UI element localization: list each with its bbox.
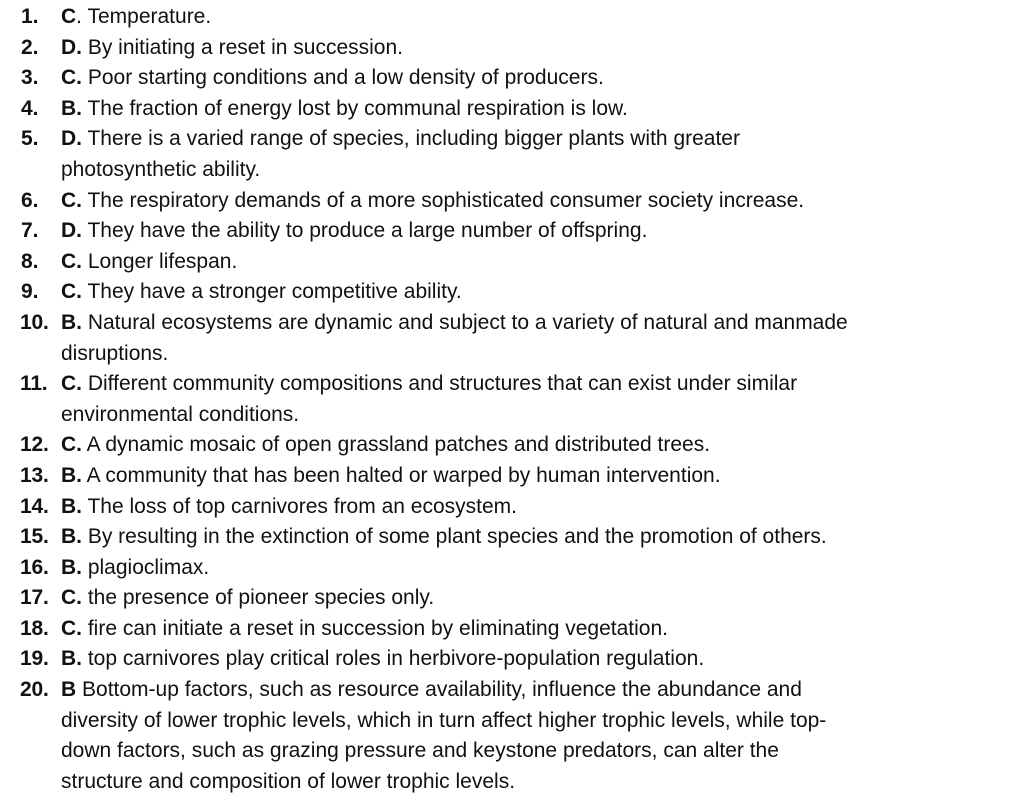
- answer-text-line: [61, 675, 1020, 706]
- answer-number: 4.: [21, 96, 39, 120]
- answer-text-line: [61, 94, 1020, 125]
- answer-text: The respiratory demands of a more sophisticated consumer society increase.: [82, 188, 805, 212]
- answer-letter: C.: [61, 586, 82, 610]
- answer-text: They have the ability to produce a large number of offspring.: [82, 219, 648, 243]
- answer-item: [0, 675, 1020, 797]
- answer-item: [0, 277, 1020, 308]
- answer-letter: D.: [61, 127, 82, 151]
- answer-number: 13.: [20, 463, 49, 487]
- answer-letter: C: [61, 5, 77, 28]
- answer-letter: C.: [61, 372, 82, 396]
- answer-number: 2.: [21, 35, 39, 59]
- answer-item: [0, 124, 1020, 185]
- answer-text: Poor starting conditions and a low density of producers.: [82, 66, 604, 90]
- answer-text: The loss of top carnivores from an ecosystem.: [82, 494, 517, 518]
- answer-letter: C.: [61, 280, 82, 304]
- answer-item: [0, 216, 1020, 247]
- answer-item: [0, 308, 1020, 369]
- answer-text-line: [61, 767, 1020, 798]
- answer-body: [61, 33, 1020, 64]
- answer-text-line: [61, 369, 1020, 400]
- answer-text-line: [61, 277, 1020, 308]
- answer-number: 10.: [20, 310, 49, 334]
- answer-body: [61, 644, 1020, 675]
- answer-text: Different community compositions and structures that can exist under similar: [82, 372, 798, 396]
- answer-body: [61, 522, 1020, 553]
- answer-item: [0, 430, 1020, 461]
- answer-text: down factors, such as grazing pressure and keystone predators, can alter the: [61, 739, 779, 763]
- answer-text-line: [61, 614, 1020, 645]
- answer-letter: C.: [61, 616, 82, 640]
- answer-letter: B.: [61, 463, 82, 487]
- answer-letter: B.: [61, 525, 82, 549]
- answer-body: [61, 430, 1020, 461]
- answer-letter: B: [61, 678, 77, 702]
- answer-number: 9.: [21, 280, 39, 304]
- answer-body: [61, 94, 1020, 125]
- answer-letter: C.: [61, 433, 82, 457]
- answer-text: environmental conditions.: [61, 402, 300, 426]
- answer-item: [0, 461, 1020, 492]
- answer-number: 18.: [20, 616, 49, 640]
- answer-number: 8.: [21, 249, 39, 273]
- answer-number: 5.: [21, 127, 39, 151]
- answer-letter-suffix: .: [76, 5, 83, 28]
- answer-text-line: [61, 522, 1020, 553]
- answer-item: [0, 247, 1020, 278]
- answer-text-line: [61, 400, 1020, 431]
- answer-item: [0, 94, 1020, 125]
- answer-letter: C.: [61, 249, 82, 273]
- answer-item: [0, 614, 1020, 645]
- answer-letter: D.: [61, 35, 82, 59]
- answer-number: 15.: [20, 525, 49, 549]
- answer-text: Natural ecosystems are dynamic and subject to a variety of natural and manmade: [82, 310, 848, 334]
- answer-text-line: [61, 644, 1020, 675]
- answer-text-line: [61, 216, 1020, 247]
- answer-body: [61, 675, 1020, 797]
- answer-item: [0, 553, 1020, 584]
- answer-text-line: [61, 63, 1020, 94]
- answer-text: There is a varied range of species, including bigger plants with greater: [82, 127, 740, 151]
- answer-item: [0, 522, 1020, 553]
- answer-text-line: [61, 33, 1020, 64]
- answer-body: [61, 277, 1020, 308]
- answer-body: [61, 308, 1020, 369]
- answer-number: 7.: [21, 219, 39, 243]
- answer-number: 17.: [20, 586, 49, 610]
- answer-text-line: [61, 706, 1020, 737]
- answer-body: [61, 216, 1020, 247]
- answer-text: disruptions.: [61, 341, 169, 365]
- answer-number: 12.: [20, 433, 49, 457]
- answer-text: By resulting in the extinction of some plant species and the promotion of others.: [82, 525, 827, 549]
- answer-text-line: [61, 2, 1020, 33]
- answer-number: 1.: [21, 5, 39, 28]
- answer-body: [61, 63, 1020, 94]
- answer-item: [0, 583, 1020, 614]
- answer-body: [61, 369, 1020, 430]
- answer-text-line: [61, 247, 1020, 278]
- answer-text-line: [61, 430, 1020, 461]
- answer-letter: B.: [61, 555, 82, 579]
- answer-body: [61, 461, 1020, 492]
- answer-text: Longer lifespan.: [82, 249, 238, 273]
- answer-text-line: [61, 124, 1020, 155]
- answer-text-line: [61, 461, 1020, 492]
- answer-body: [61, 247, 1020, 278]
- answer-text-line: [61, 492, 1020, 523]
- answer-body: [61, 2, 1020, 33]
- answer-number: 20.: [20, 678, 49, 702]
- answer-text: plagioclimax.: [82, 555, 210, 579]
- answer-body: [61, 186, 1020, 217]
- answer-text-line: [61, 553, 1020, 584]
- answer-letter: B.: [61, 96, 82, 120]
- answer-number: 11.: [20, 372, 48, 396]
- answer-letter: D.: [61, 219, 82, 243]
- answer-text: Temperature.: [82, 5, 212, 28]
- answer-letter: C.: [61, 188, 82, 212]
- answer-number: 19.: [20, 647, 49, 671]
- answer-text: fire can initiate a reset in succession by eliminating vegetation.: [82, 616, 668, 640]
- answer-text-line: [61, 155, 1020, 186]
- answer-text-line: [61, 583, 1020, 614]
- answer-letter: C.: [61, 66, 82, 90]
- answer-text: the presence of pioneer species only.: [82, 586, 435, 610]
- answer-text-line: [61, 339, 1020, 370]
- answer-letter: B.: [61, 310, 82, 334]
- answer-number: 14.: [20, 494, 49, 518]
- answer-item: [0, 186, 1020, 217]
- answer-text: top carnivores play critical roles in herbivore-population regulation.: [82, 647, 705, 671]
- answer-text: A dynamic mosaic of open grassland patches and distributed trees.: [82, 433, 711, 457]
- answer-body: [61, 583, 1020, 614]
- answer-text-line: [61, 186, 1020, 217]
- answer-item: [0, 63, 1020, 94]
- answer-body: [61, 614, 1020, 645]
- answer-text-line: [61, 736, 1020, 767]
- answer-text: They have a stronger competitive ability.: [82, 280, 462, 304]
- answer-text: The fraction of energy lost by communal respiration is low.: [82, 96, 628, 120]
- answer-text: Bottom-up factors, such as resource availability, influence the abundance and: [76, 678, 802, 702]
- answer-number: 6.: [21, 188, 39, 212]
- answer-letter: B.: [61, 647, 82, 671]
- answer-text: photosynthetic ability.: [61, 157, 261, 181]
- answer-letter: B.: [61, 494, 82, 518]
- answer-number: 16.: [20, 555, 49, 579]
- answer-text: A community that has been halted or warped by human intervention.: [82, 463, 721, 487]
- answer-body: [61, 124, 1020, 185]
- answer-body: [61, 492, 1020, 523]
- answer-text: diversity of lower trophic levels, which in turn affect higher trophic levels, while top-: [61, 708, 827, 732]
- answer-item: [0, 644, 1020, 675]
- answer-text-line: [61, 308, 1020, 339]
- answer-key-list: [0, 2, 1020, 797]
- answer-item: [0, 369, 1020, 430]
- answer-text: structure and composition of lower trophic levels.: [61, 769, 516, 793]
- answer-text: By initiating a reset in succession.: [82, 35, 403, 59]
- answer-item: [0, 492, 1020, 523]
- answer-item: [0, 2, 1020, 33]
- answer-number: 3.: [21, 66, 39, 90]
- answer-body: [61, 553, 1020, 584]
- answer-item: [0, 33, 1020, 64]
